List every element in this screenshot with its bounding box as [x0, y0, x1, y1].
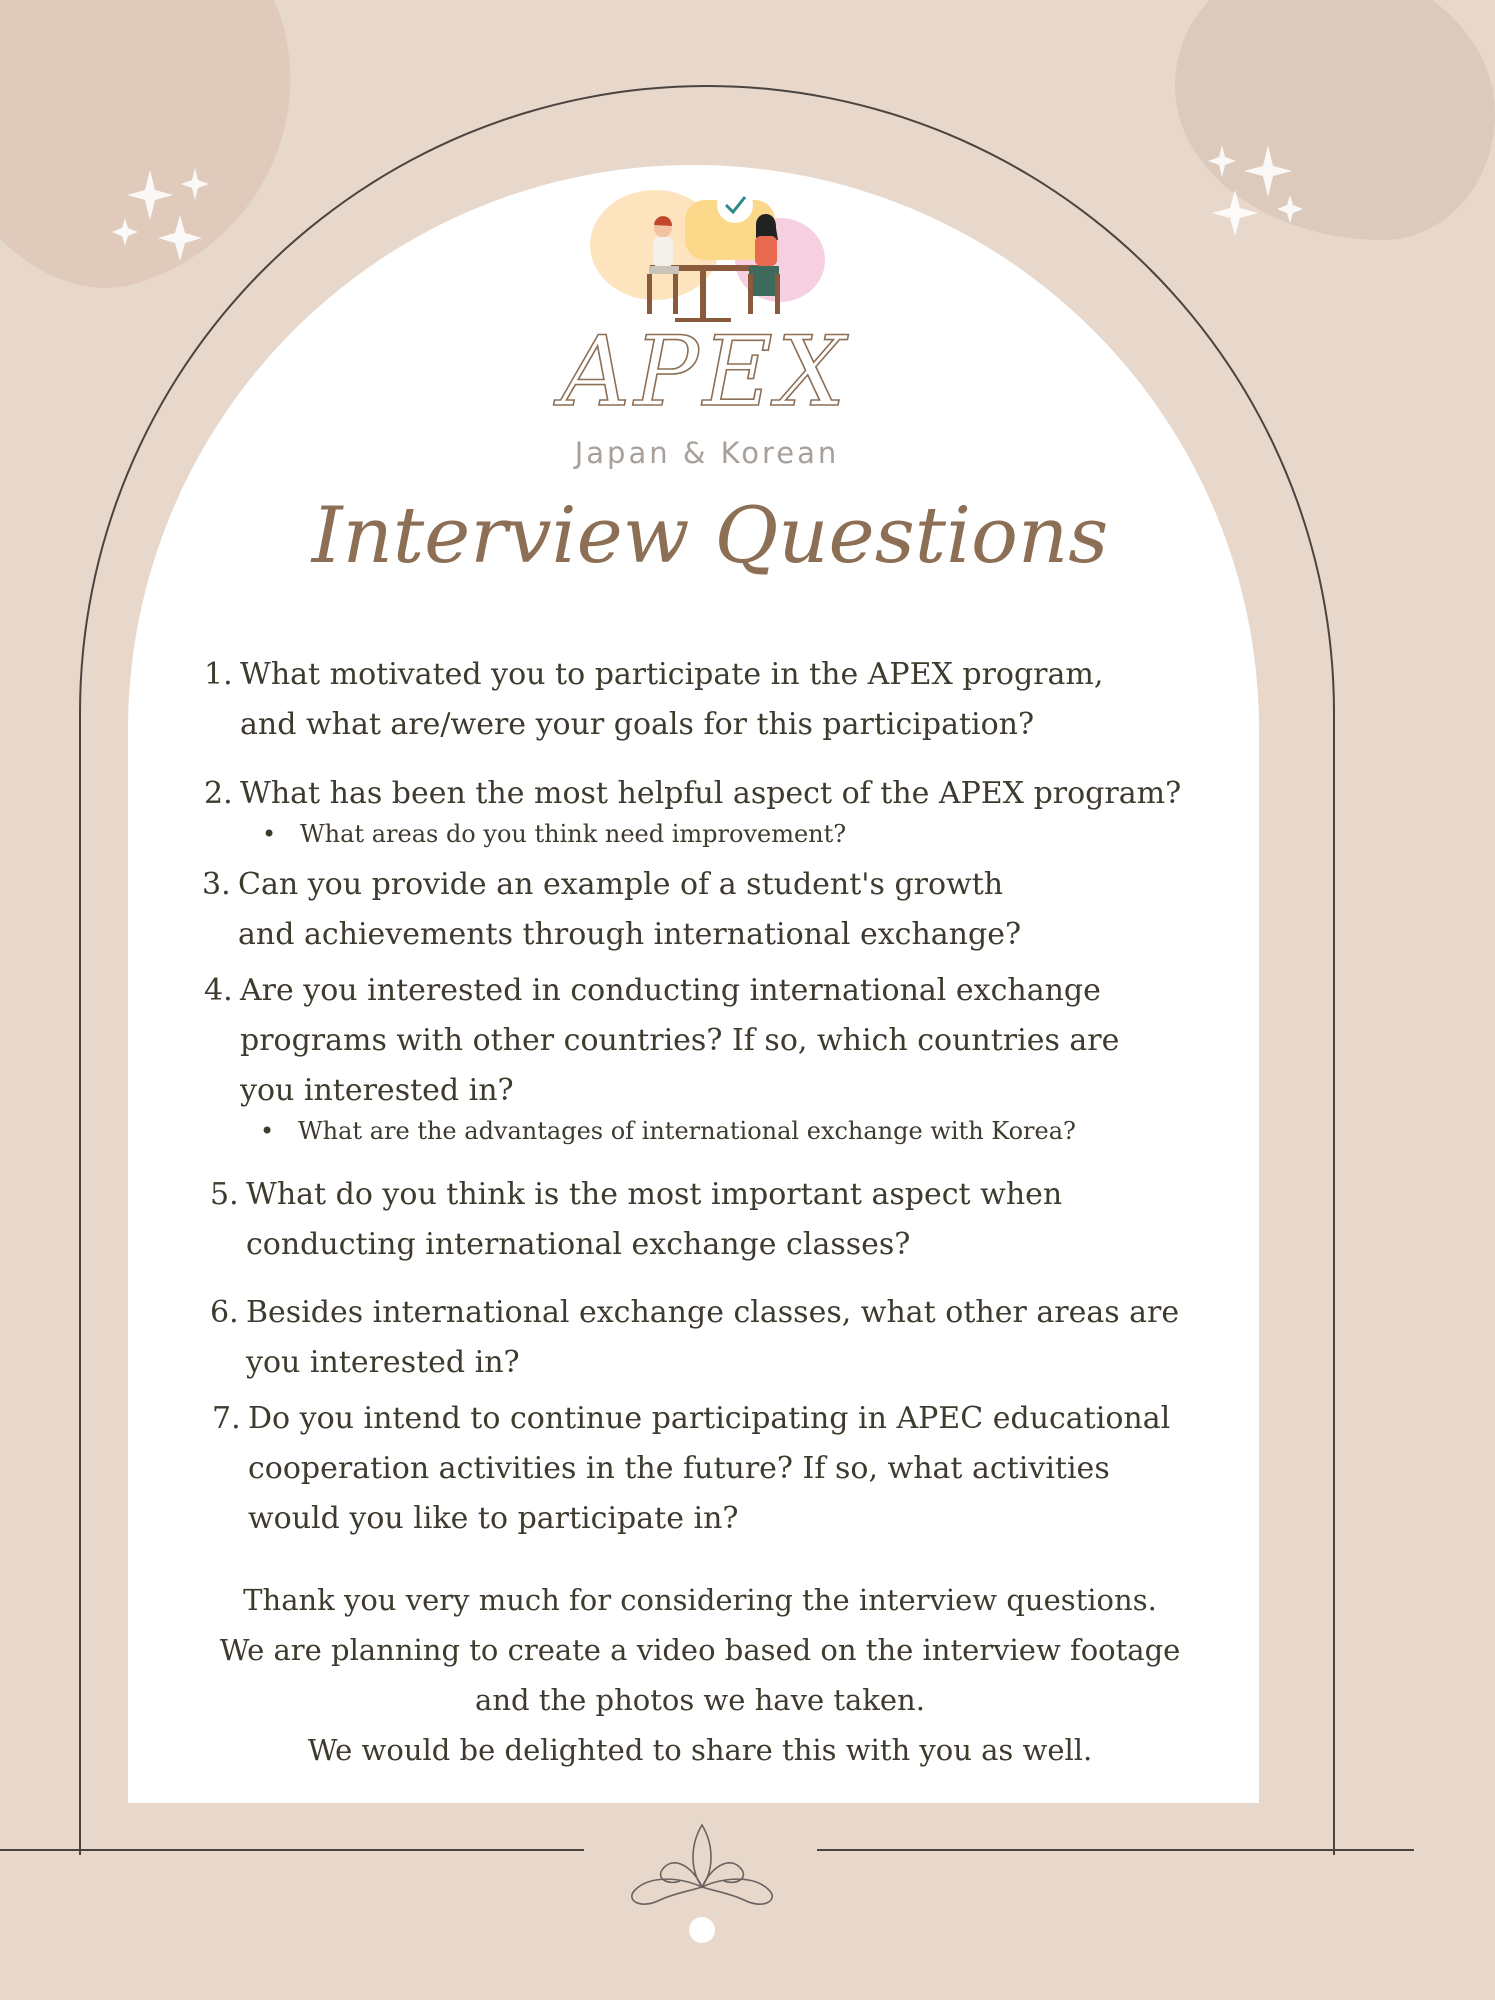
interview-illustration	[565, 180, 845, 330]
question-1	[204, 650, 1204, 750]
divider-right	[817, 1849, 1414, 1851]
sub-question-4	[264, 1114, 1164, 1148]
page-title-text: Interview Questions	[311, 491, 1109, 581]
question-text: Besides international exchange classes, what other areas are you interested in?	[246, 1295, 1180, 1380]
closing-line: and the photos we have taken.	[475, 1683, 925, 1717]
question-number: 3.	[202, 867, 231, 902]
closing-line: Thank you very much for considering the interview questions.	[243, 1583, 1157, 1617]
question-3	[202, 860, 1202, 960]
question-number: 5.	[210, 1177, 239, 1212]
question-number: 7.	[212, 1401, 241, 1436]
question-number: 4.	[204, 973, 233, 1008]
question-text: Are you interested in conducting international exchange programs with other countries? If so, which countries are you interested in?	[240, 973, 1120, 1108]
logo-text: APEX	[560, 316, 850, 428]
brand-subtitle: Japan & Korean	[574, 436, 840, 470]
question-6	[210, 1288, 1210, 1388]
sub-question-text: • What areas do you think need improvement?	[300, 820, 847, 848]
question-text: What motivated you to participate in the APEX program, and what are/were your goals for this participation?	[240, 657, 1104, 742]
sparkles-right-icon	[1200, 140, 1310, 250]
question-number: 1.	[204, 657, 233, 692]
sparkles-left-icon	[110, 160, 220, 280]
question-number: 2.	[204, 776, 233, 811]
question-text: What do you think is the most important aspect when conducting international exchange classes?	[246, 1177, 1063, 1262]
closing-line: We are planning to create a video based on the interview footage	[219, 1633, 1181, 1667]
question-text: What has been the most helpful aspect of the APEX program?	[240, 776, 1182, 811]
apex-logo	[540, 315, 870, 435]
question-2	[204, 769, 1204, 819]
question-7	[212, 1394, 1212, 1544]
question-4	[204, 966, 1204, 1116]
closing-line: We would be delighted to share this with you as well.	[307, 1733, 1093, 1767]
question-number: 6.	[210, 1295, 239, 1330]
divider-left	[0, 1849, 584, 1851]
closing-message	[200, 1575, 1200, 1775]
question-text: Can you provide an example of a student's growth and achievements through international exchange?	[238, 867, 1022, 952]
sub-question-text: • What are the advantages of international exchange with Korea?	[298, 1117, 1076, 1145]
question-text: Do you intend to continue participating in APEC educational cooperation activities in the future? If so, what activities would you like to participate in?	[248, 1401, 1171, 1536]
sub-question-2	[266, 817, 1166, 851]
page-title	[311, 470, 1109, 610]
question-5	[210, 1170, 1210, 1270]
floral-ornament-icon	[620, 1815, 785, 1945]
